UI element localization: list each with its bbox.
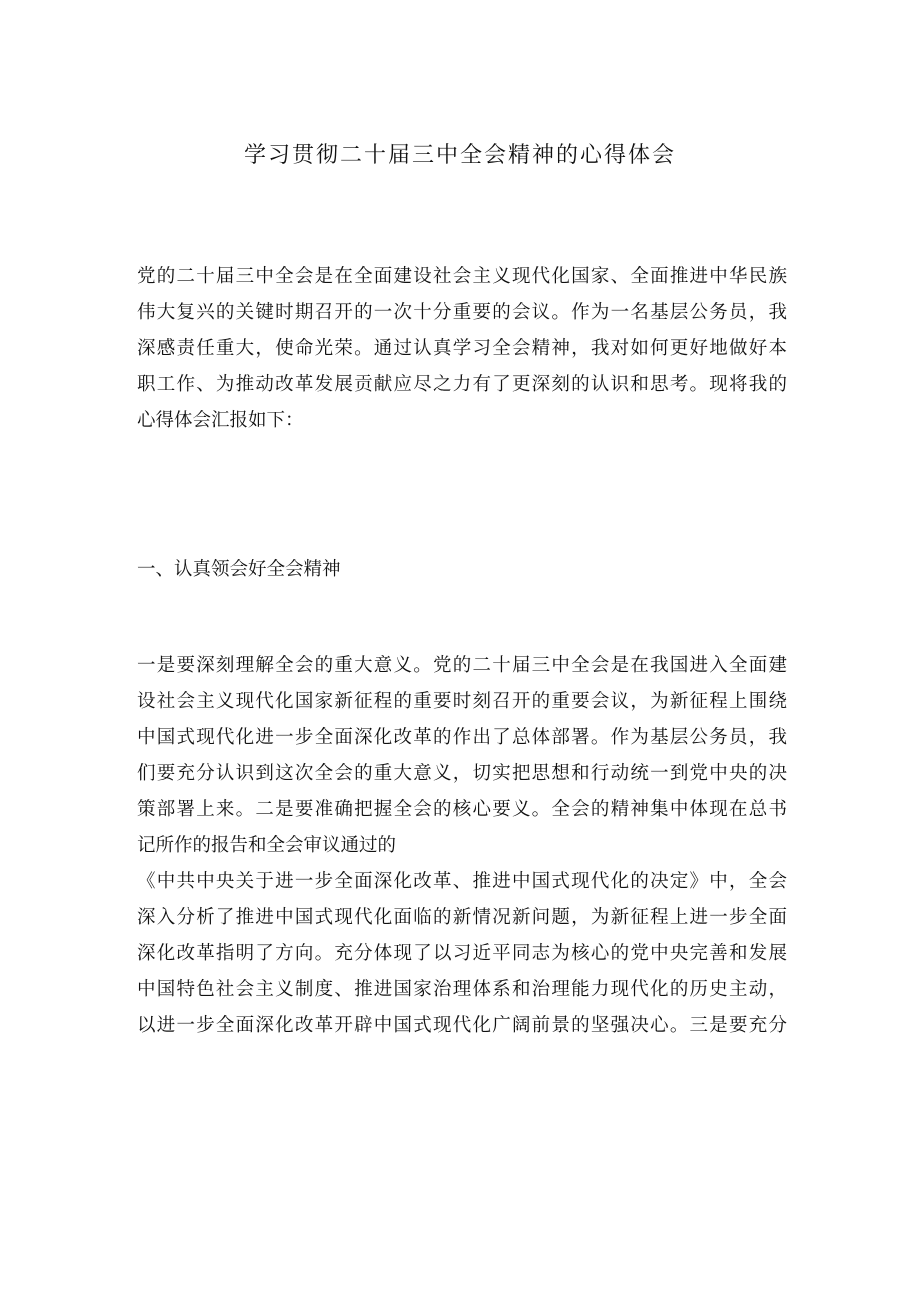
- text-line: 深入分析了推进中国式现代化面临的新情况新问题，为新征程上进一步全面: [137, 907, 787, 928]
- text-line: 心得体会汇报如下：: [137, 410, 304, 431]
- text-line: 记所作的报告和全会审议通过的: [137, 835, 397, 856]
- text-line: 深感责任重大，使命光荣。通过认真学习全会精神，我对如何更好地做好本: [137, 338, 787, 359]
- body-paragraph: [137, 648, 787, 1044]
- text-line: 职工作、为推动改革发展贡献应尽之力有了更深刻的认识和思考。现将我的: [137, 374, 787, 395]
- text-line: 《中共中央关于进一步全面深化改革、推进中国式现代化的决定》中，全会: [137, 871, 787, 892]
- intro-paragraph: [137, 259, 787, 439]
- text-line: 一是要深刻理解全会的重大意义。党的二十届三中全会是在我国进入全面建: [137, 655, 787, 676]
- text-line: 中国特色社会主义制度、推进国家治理体系和治理能力现代化的历史主动，: [137, 979, 787, 1000]
- text-line: 策部署上来。二是要准确把握全会的核心要义。全会的精神集中体现在总书: [137, 799, 787, 820]
- text-line: 深化改革指明了方向。充分体现了以习近平同志为核心的党中央完善和发展: [137, 943, 787, 964]
- text-line: 们要充分认识到这次全会的重大意义，切实把思想和行动统一到党中央的决: [137, 763, 787, 784]
- section-heading: 一、认真领会好全会精神: [137, 559, 341, 580]
- text-line: 党的二十届三中全会是在全面建设社会主义现代化国家、全面推进中华民族: [137, 266, 787, 287]
- document-title: 学习贯彻二十届三中全会精神的心得体会: [243, 143, 676, 168]
- text-line: 以进一步全面深化改革开辟中国式现代化广阔前景的坚强决心。三是要充分: [137, 1015, 787, 1036]
- section-heading-block: [137, 552, 787, 588]
- text-line: 伟大复兴的关键时期召开的一次十分重要的会议。作为一名基层公务员，我: [137, 302, 787, 323]
- text-line: 设社会主义现代化国家新征程的重要时刻召开的重要会议，为新征程上围绕: [137, 691, 787, 712]
- text-line: 中国式现代化进一步全面深化改革的作出了总体部署。作为基层公务员，我: [137, 727, 787, 748]
